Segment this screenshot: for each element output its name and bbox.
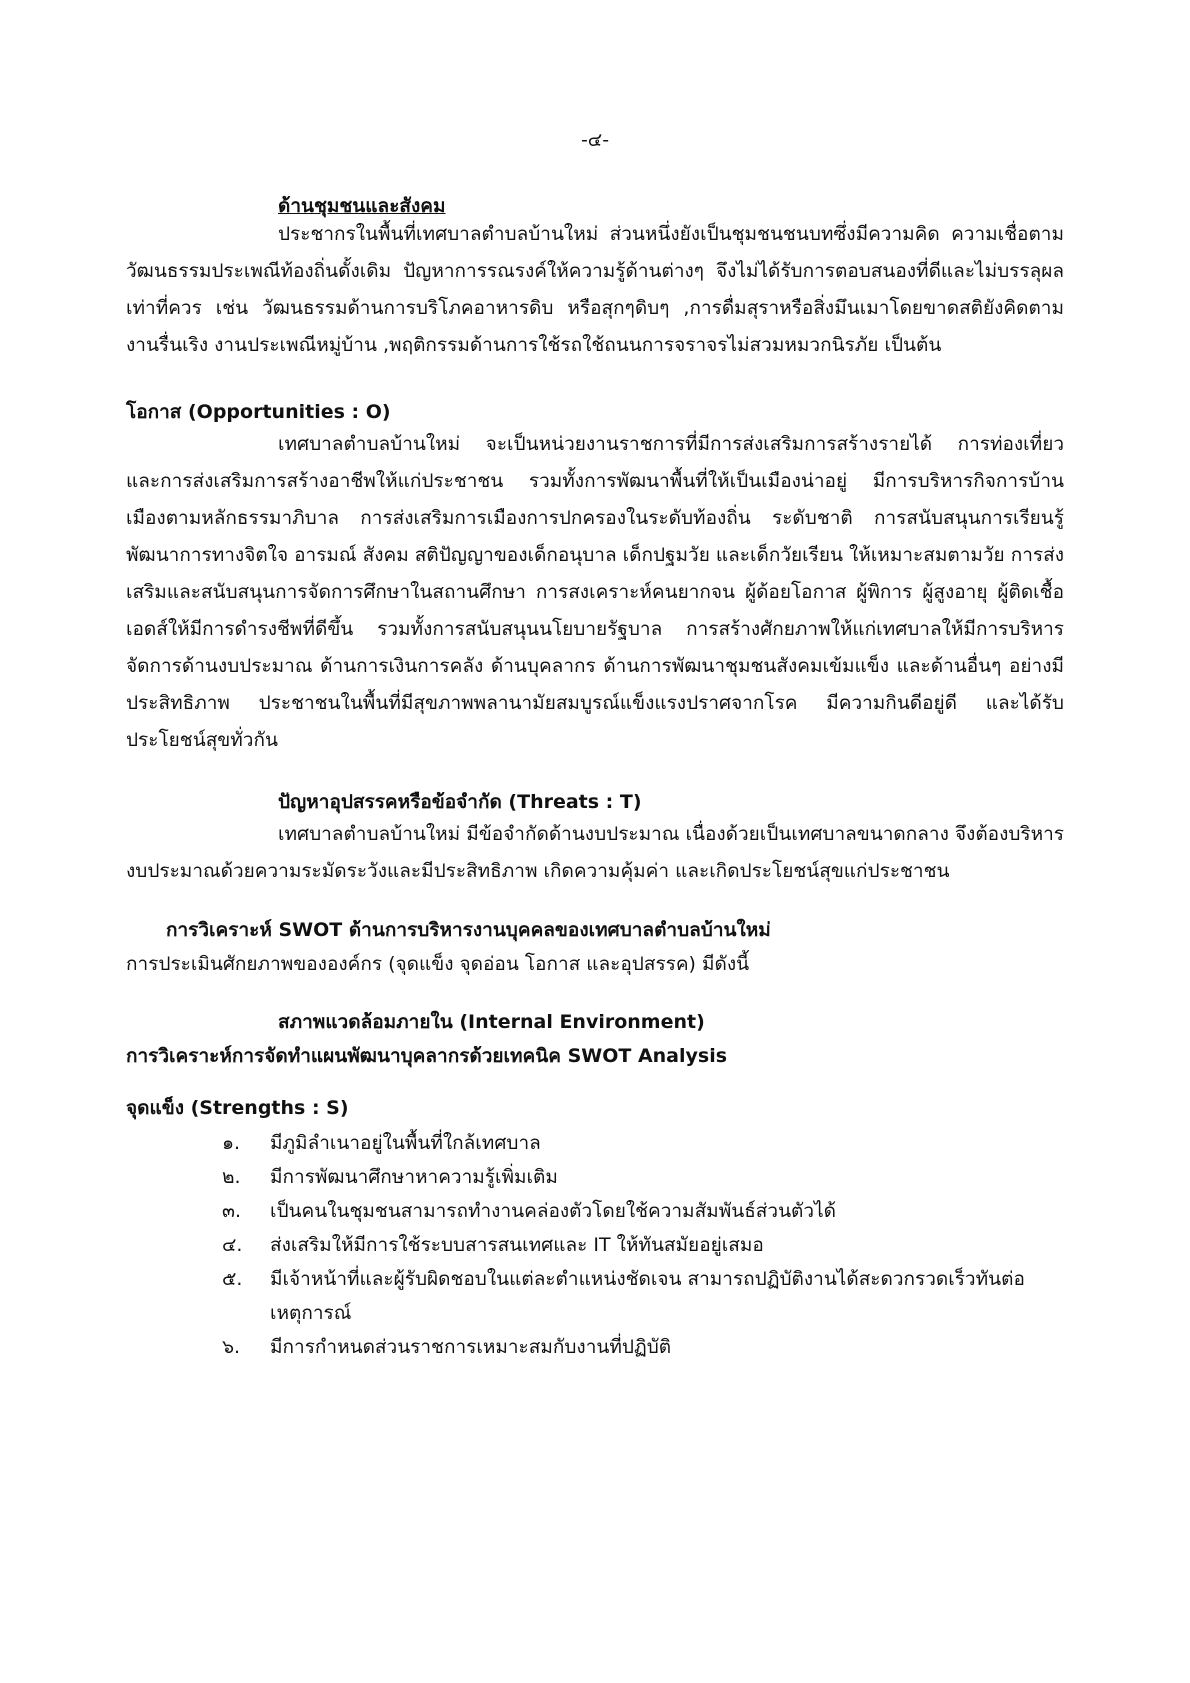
threats-body: เทศบาลตำบลบ้านใหม่ มีข้อจำกัดด้านงบประมาณ เนื่องด้วยเป็นเทศบาลขนาดกลาง จึงต้องบริหารงบประมาณด้วยความระมัดระวังและมีประสิทธิภาพ เกิดความคุ้มค่า และเกิดประโยชน์สุขแก่ประชาชน [126, 823, 1065, 882]
list-item [222, 1126, 1064, 1160]
list-item-number: ๖. [222, 1336, 241, 1358]
list-item-text: มีเจ้าหน้าที่และผู้รับผิดชอบในแต่ละตำแหน่งชัดเจน สามารถปฏิบัติงานได้สะดวกรวดเร็วทันต่อเหตุการณ์ [270, 1268, 1025, 1324]
strengths-heading: จุดแข็ง (Strengths : S) [126, 1097, 349, 1119]
opportunities-heading: โอกาส (Opportunities : O) [126, 401, 391, 423]
list-item-text: มีภูมิลำเนาอยู่ในพื้นที่ใกล้เทศบาล [270, 1132, 541, 1154]
list-item [222, 1330, 1064, 1364]
community-heading: ด้านชุมชนและสังคม [278, 195, 446, 217]
list-item-text: มีการพัฒนาศึกษาหาความรู้เพิ่มเติม [270, 1166, 558, 1188]
swot-analysis-heading: การวิเคราะห์การจัดทำแผนพัฒนาบุคลากรด้วยเทคนิค SWOT Analysis [126, 1045, 728, 1067]
list-item-text: ส่งเสริมให้มีการใช้ระบบสารสนเทศและ IT ให้ทันสมัยอยู่เสมอ [270, 1234, 764, 1256]
list-item-number: ๑. [222, 1132, 241, 1154]
list-item-number: ๕. [222, 1268, 243, 1290]
list-item-text: เป็นคนในชุมชนสามารถทำงานคล่องตัวโดยใช้ความสัมพันธ์ส่วนตัวได้ [270, 1200, 836, 1222]
list-item [222, 1228, 1064, 1262]
internal-environment-heading: สภาพแวดล้อมภายใน (Internal Environment) [278, 1011, 705, 1033]
list-item-text: มีการกำหนดส่วนราชการเหมาะสมกับงานที่ปฏิบัติ [270, 1336, 672, 1358]
community-body: ประชากรในพื้นที่เทศบาลตำบลบ้านใหม่ ส่วนหนึ่งยังเป็นชุมชนชนบทซึ่งมีความคิด ความเชื่อตามวัฒนธรรมประเพณีท้องถิ่นดั้งเดิม ปัญหาการรณรงค์ให้ความรู้ด้านต่างๆ จึงไม่ได้รับการตอบสนองที่ดีและไม่บรรลุผลเท่าที่ควร เช่น วัฒนธรรมด้านการบริโภคอาหารดิบ หรือสุกๆดิบๆ ,การดื่มสุราหรือสิ่งมึนเมาโดยขาดสติยังคิดตามงานรื่นเริง งานประเพณีหมู่บ้าน ,พฤติกรรมด้านการใช้รถใช้ถนนการจราจรไม่สวมหมวกนิรภัย เป็นต้น [126, 223, 1064, 356]
list-item-number: ๒. [222, 1166, 241, 1188]
list-item-number: ๓. [222, 1200, 242, 1222]
swot-subtext: การประเมินศักยภาพขององค์กร (จุดแข็ง จุดอ่อน โอกาส และอุปสรรค) มีดังนี้ [126, 953, 750, 975]
list-item [222, 1262, 1064, 1330]
threats-heading: ปัญหาอุปสรรคหรือข้อจำกัด (Threats : T) [278, 791, 642, 813]
list-item-number: ๔. [222, 1234, 243, 1256]
list-item [222, 1160, 1064, 1194]
opportunities-body: เทศบาลตำบลบ้านใหม่ จะเป็นหน่วยงานราชการที่มีการส่งเสริมการสร้างรายได้ การท่องเที่ยว และการส่งเสริมการสร้างอาชีพให้แก่ประชาชน รวมทั้งการพัฒนาพื้นที่ให้เป็นเมืองน่าอยู่ มีการบริหารกิจการบ้านเมืองตามหลักธรรมาภิบาล การส่งเสริมการเมืองการปกครองในระดับท้องถิ่น ระดับชาติ การสนับสนุนการเรียนรู้ พัฒนาการทางจิตใจ อารมณ์ สังคม สติปัญญาของเด็กอนุบาล เด็กปฐมวัย และเด็กวัยเรียน ให้เหมาะสมตามวัย การส่งเสริมและสนับสนุนการจัดการศึกษาในสถานศึกษา การสงเคราะห์คนยากจน ผู้ด้อยโอกาส ผู้พิการ ผู้สูงอายุ ผู้ติดเชื้อเอดส์ให้มีการดำรงชีพที่ดีขึ้น รวมทั้งการสนับสนุนนโยบายรัฐบาล การสร้างศักยภาพให้แก่เทศบาลให้มีการบริหารจัดการด้านงบประมาณ ด้านการเงินการคลัง ด้านบุคลากร ด้านการพัฒนาชุมชนสังคมเข้มแข็ง และด้านอื่นๆ อย่างมีประสิทธิภาพ ประชาชนในพื้นที่มีสุขภาพพลานามัยสมบูรณ์แข็งแรงปราศจากโรค มีความกินดีอยู่ดี และได้รับประโยชน์สุขทั่วกัน [126, 433, 1064, 751]
strengths-list [222, 1126, 1064, 1364]
list-item [222, 1194, 1064, 1228]
page-number: -๔- [580, 129, 610, 151]
swot-heading: การวิเคราะห์ SWOT ด้านการบริหารงานบุคคลของเทศบาลตำบลบ้านใหม่ [166, 919, 771, 941]
